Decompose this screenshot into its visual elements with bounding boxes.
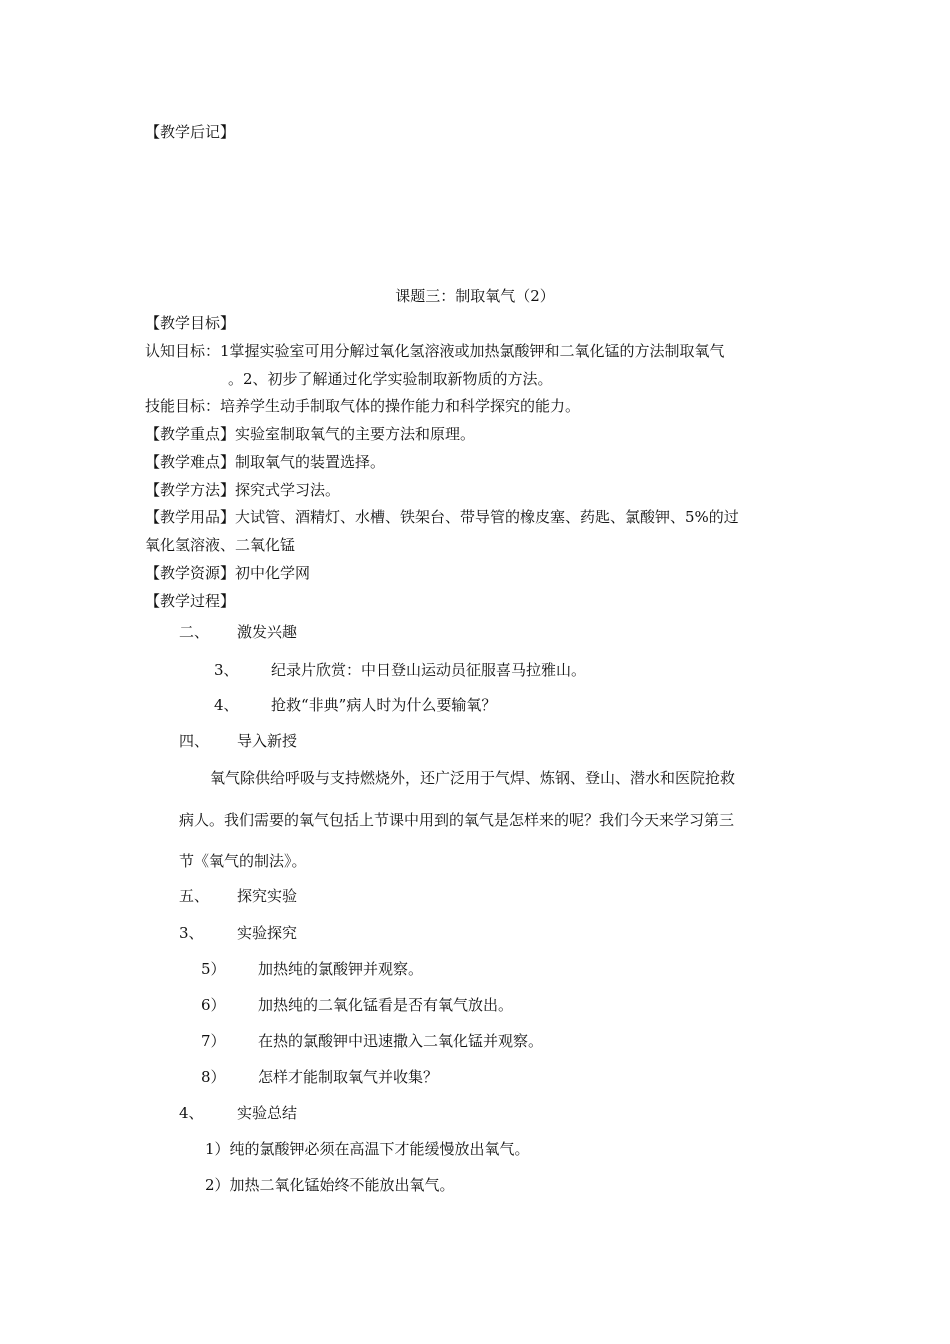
step-text: 加热纯的氯酸钾并观察。	[258, 960, 424, 978]
section-title: 探究实验	[237, 887, 298, 905]
section-number: 四、	[179, 732, 210, 750]
key-point: 【教学重点】实验室制取氧气的主要方法和原理。	[145, 425, 476, 443]
subsection-number: 3、	[179, 924, 204, 942]
objectives-heading: 【教学目标】	[145, 314, 236, 332]
paragraph-line3: 节《氧气的制法》。	[179, 852, 307, 870]
cognitive-goal-line2: 。2、初步了解通过化学实验制取新物质的方法。	[228, 370, 553, 388]
step-text: 怎样才能制取氧气并收集？	[258, 1068, 439, 1086]
step-number: 8）	[201, 1068, 226, 1086]
section-number: 五、	[179, 887, 210, 905]
summary-item: 2）加热二氧化锰始终不能放出氧气。	[205, 1176, 455, 1194]
step-text: 加热纯的二氧化锰看是否有氧气放出。	[258, 996, 514, 1014]
difficulty: 【教学难点】制取氧气的装置选择。	[145, 453, 386, 471]
process-heading: 【教学过程】	[145, 592, 236, 610]
step-number: 6）	[201, 996, 226, 1014]
subsection-title: 实验总结	[237, 1104, 298, 1122]
section-title: 导入新授	[237, 732, 298, 750]
cognitive-goal-line1: 认知目标：1掌握实验室可用分解过氧化氢溶液或加热氯酸钾和二氧化锰的方法制取氧气	[145, 342, 725, 360]
item-text: 抢救“非典”病人时为什么要输氧？	[271, 696, 497, 714]
step-text: 在热的氯酸钾中迅速撒入二氧化锰并观察。	[258, 1032, 544, 1050]
resources: 【教学资源】初中化学网	[145, 564, 311, 582]
step-number: 5）	[201, 960, 226, 978]
afterword-heading: 【教学后记】	[145, 123, 236, 141]
lesson-title: 课题三：制取氧气（2）	[395, 287, 555, 305]
paragraph-line2: 病人。我们需要的氧气包括上节课中用到的氧气是怎样来的呢？我们今天来学习第三	[179, 811, 735, 829]
teaching-method: 【教学方法】探究式学习法。	[145, 481, 341, 499]
subsection-title: 实验探究	[237, 924, 298, 942]
skill-goal: 技能目标：培养学生动手制取气体的操作能力和科学探究的能力。	[145, 397, 581, 415]
section-number: 二、	[179, 623, 210, 641]
item-number: 3、	[214, 661, 239, 679]
summary-item: 1）纯的氯酸钾必须在高温下才能缓慢放出氧气。	[205, 1140, 530, 1158]
supplies-line2: 氧化氢溶液、二氧化锰	[145, 536, 296, 554]
supplies-line1: 【教学用品】大试管、酒精灯、水槽、铁架台、带导管的橡皮塞、药匙、氯酸钾、5%的过	[145, 508, 739, 526]
subsection-number: 4、	[179, 1104, 204, 1122]
step-number: 7）	[201, 1032, 226, 1050]
section-title: 激发兴趣	[237, 623, 298, 641]
paragraph-line1: 氧气除供给呼吸与支持燃烧外，还广泛用于气焊、炼钢、登山、潜水和医院抢救	[210, 769, 736, 787]
item-number: 4、	[214, 696, 239, 714]
item-text: 纪录片欣赏：中日登山运动员征服喜马拉雅山。	[271, 661, 587, 679]
